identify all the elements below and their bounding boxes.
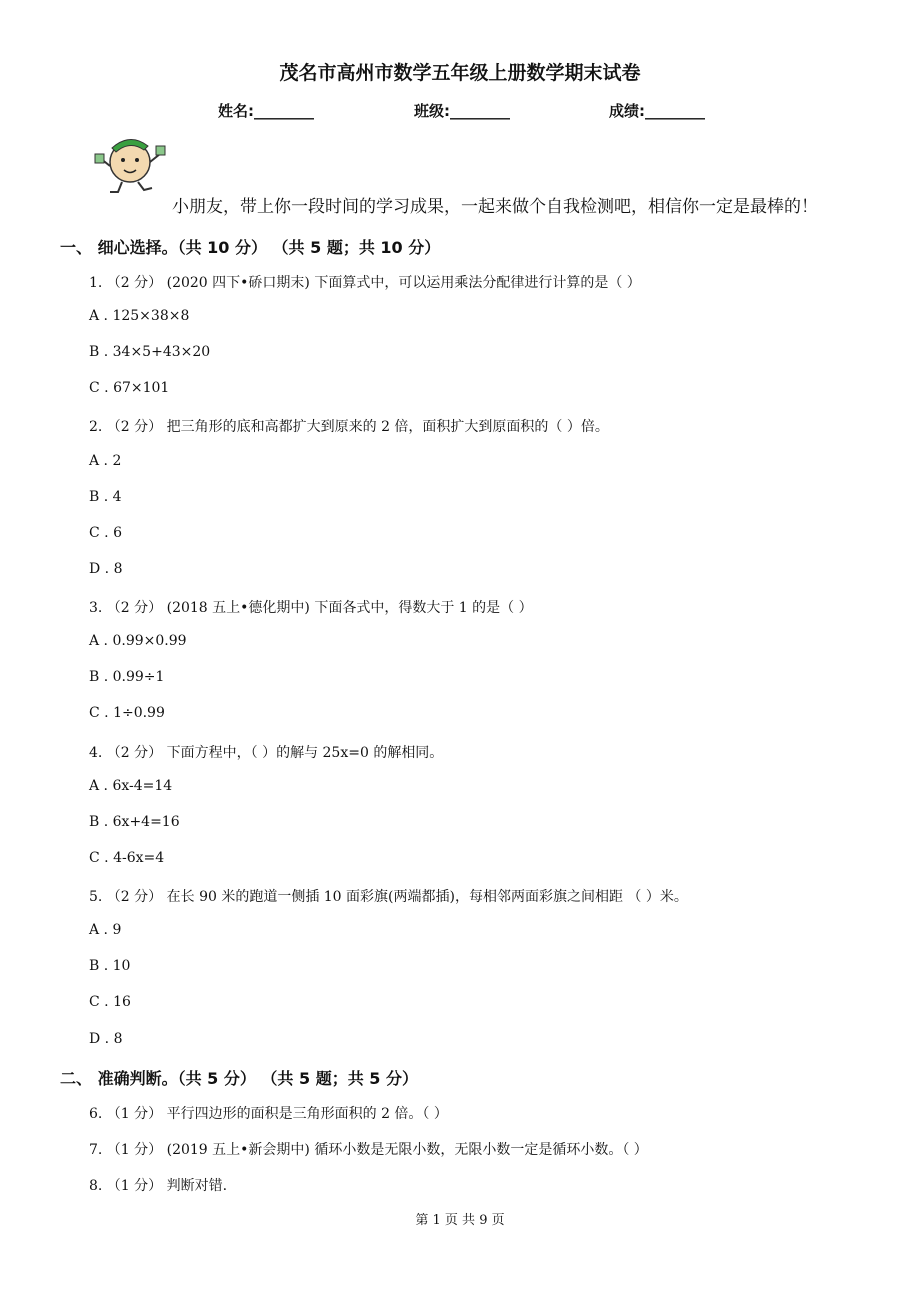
option-item: D . 8 <box>89 561 123 577</box>
score-field-label: 成绩:________ <box>609 102 705 120</box>
option-item: B . 0.99÷1 <box>89 669 165 685</box>
question-text: 8. （1 分） 判断对错. <box>89 1178 228 1194</box>
option-item: A . 125×38×8 <box>89 308 190 324</box>
name-field-label: 姓名:________ <box>218 102 314 120</box>
section-title: 二、 准确判断。（共 5 分） （共 5 题；共 5 分） <box>60 1069 418 1088</box>
question-text: 3. （2 分） (2018 五上•德化期中) 下面各式中，得数大于 1 的是（ ） <box>89 600 533 616</box>
question-text: 4. （2 分） 下面方程中，（ ）的解与 25x=0 的解相同。 <box>89 745 444 761</box>
mascot-illustration <box>94 128 168 198</box>
option-item: A . 0.99×0.99 <box>89 633 187 649</box>
section-title: 一、 细心选择。（共 10 分） （共 5 题；共 10 分） <box>60 238 441 257</box>
option-item: C . 67×101 <box>89 380 170 396</box>
option-item: B . 4 <box>89 489 122 505</box>
option-item: C . 4-6x=4 <box>89 850 165 866</box>
greeting-text: 小朋友，带上你一段时间的学习成果，一起来做个自我检测吧，相信你一定是最棒的！ <box>172 197 818 217</box>
option-item: D . 8 <box>89 1031 123 1047</box>
option-item: A . 9 <box>89 922 122 938</box>
question-text: 5. （2 分） 在长 90 米的跑道一侧插 10 面彩旗(两端都插)，每相邻两面彩旗之间相距 （ ）米。 <box>89 889 688 905</box>
option-item: B . 10 <box>89 958 131 974</box>
question-text: 2. （2 分） 把三角形的底和高都扩大到原来的 2 倍，面积扩大到原面积的（ ）倍。 <box>89 419 609 435</box>
option-item: B . 34×5+43×20 <box>89 344 211 360</box>
option-item: C . 16 <box>89 994 131 1010</box>
option-item: C . 1÷0.99 <box>89 705 165 721</box>
option-item: A . 2 <box>89 453 122 469</box>
option-item: B . 6x+4=16 <box>89 814 180 830</box>
page-title: 茂名市高州市数学五年级上册数学期末试卷 <box>279 62 641 84</box>
option-item: C . 6 <box>89 525 122 541</box>
page-footer: 第 1 页 共 9 页 <box>415 1213 505 1228</box>
question-text: 7. （1 分） (2019 五上•新会期中) 循环小数是无限小数，无限小数一定是循环小数。（ ） <box>89 1142 648 1158</box>
class-field-label: 班级:________ <box>414 102 510 120</box>
question-text: 1. （2 分） (2020 四下•硚口期末) 下面算式中，可以运用乘法分配律进行计算的是（ ） <box>89 275 641 291</box>
option-item: A . 6x-4=14 <box>89 778 173 794</box>
question-text: 6. （1 分） 平行四边形的面积是三角形面积的 2 倍。（ ） <box>89 1106 448 1122</box>
